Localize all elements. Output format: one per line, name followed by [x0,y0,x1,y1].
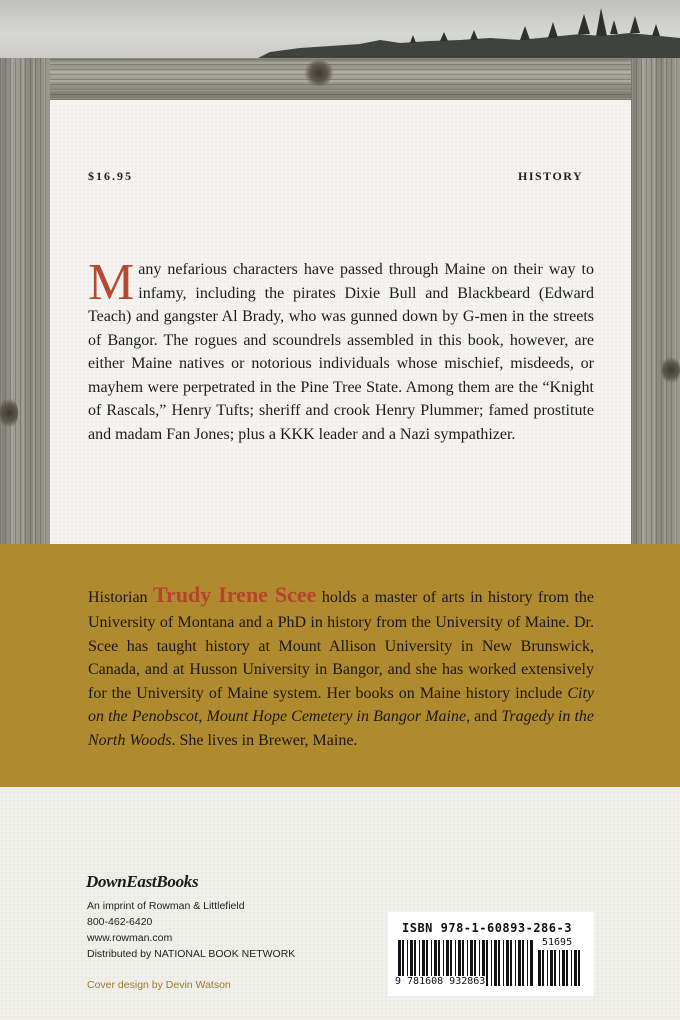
website-line: www.rowman.com [87,932,173,944]
book-title: Tragedy in the North Woods [88,708,595,749]
treeline-image [0,0,680,62]
wood-knot [304,60,334,86]
bio-separator: , and [466,708,502,726]
publisher-logo: DownEastBooks [86,872,199,891]
barcode [388,912,594,996]
book-description [88,254,594,446]
bio-text: . She lives in Brewer, Maine. [171,731,358,749]
book-title: Mount Hope Cemetery in Bangor Maine [206,708,467,726]
wood-frame-right [631,58,680,544]
distributor-line: Distributed by NATIONAL BOOK NETWORK [87,948,296,960]
phone-line: 800-462-6420 [87,916,153,928]
wood-knot [662,355,680,385]
bio-lead: Historian [88,589,154,606]
author-bio [88,579,594,752]
wood-knot [0,396,18,430]
bio-text: holds a master of arts in history from the University of Montana and a PhD in history from the University of Maine. Dr. Scee has taught history at Mount Allison University in New Brunswick, Canada, and at Husson University in Bangor, and she has worked extensively for the University of Maine system. Her books on Maine history include [88,589,595,702]
price-label: $16.95 [88,169,133,183]
addon-barcode-bars [538,950,586,986]
category-label: HISTORY [518,169,584,183]
cover-design-credit: Cover design by Devin Watson [87,979,231,991]
isbn-text: ISBN 978-1-60893-286-3 [402,921,572,935]
author-name: Trudy Irene Scee [153,582,317,607]
drop-cap: M [88,254,135,311]
wood-frame-top [0,58,680,100]
wood-frame-left [0,58,50,544]
bio-separator: , [198,708,207,726]
ean-digits: 9 781608 932863 [395,976,486,987]
imprint-line: An imprint of Rowman & Littlefield [87,900,245,912]
price-addon-digits: 51695 [542,937,573,948]
book-title: City on the Penobscot [88,684,594,726]
description-text: any nefarious characters have passed through Maine on their way to infamy, including the pirates Dixie Bull and Blackbeard (Edward Teach) and gangster Al Brady, who was gunned down by G-men in the streets of Bangor. The rogues and scoundrels assembled in this book, however, are either Maine natives or notorious individuals whose mischief, misdeeds, or mayhem were perpetrated in the Pine Tree State. Among them are the “Knight of Rascals,” Henry Tufts; sheriff and crook Henry Plummer; famed prostitute and madam Fan Jones; plus a KKK leader and a Nazi sympathizer. [88,261,594,443]
